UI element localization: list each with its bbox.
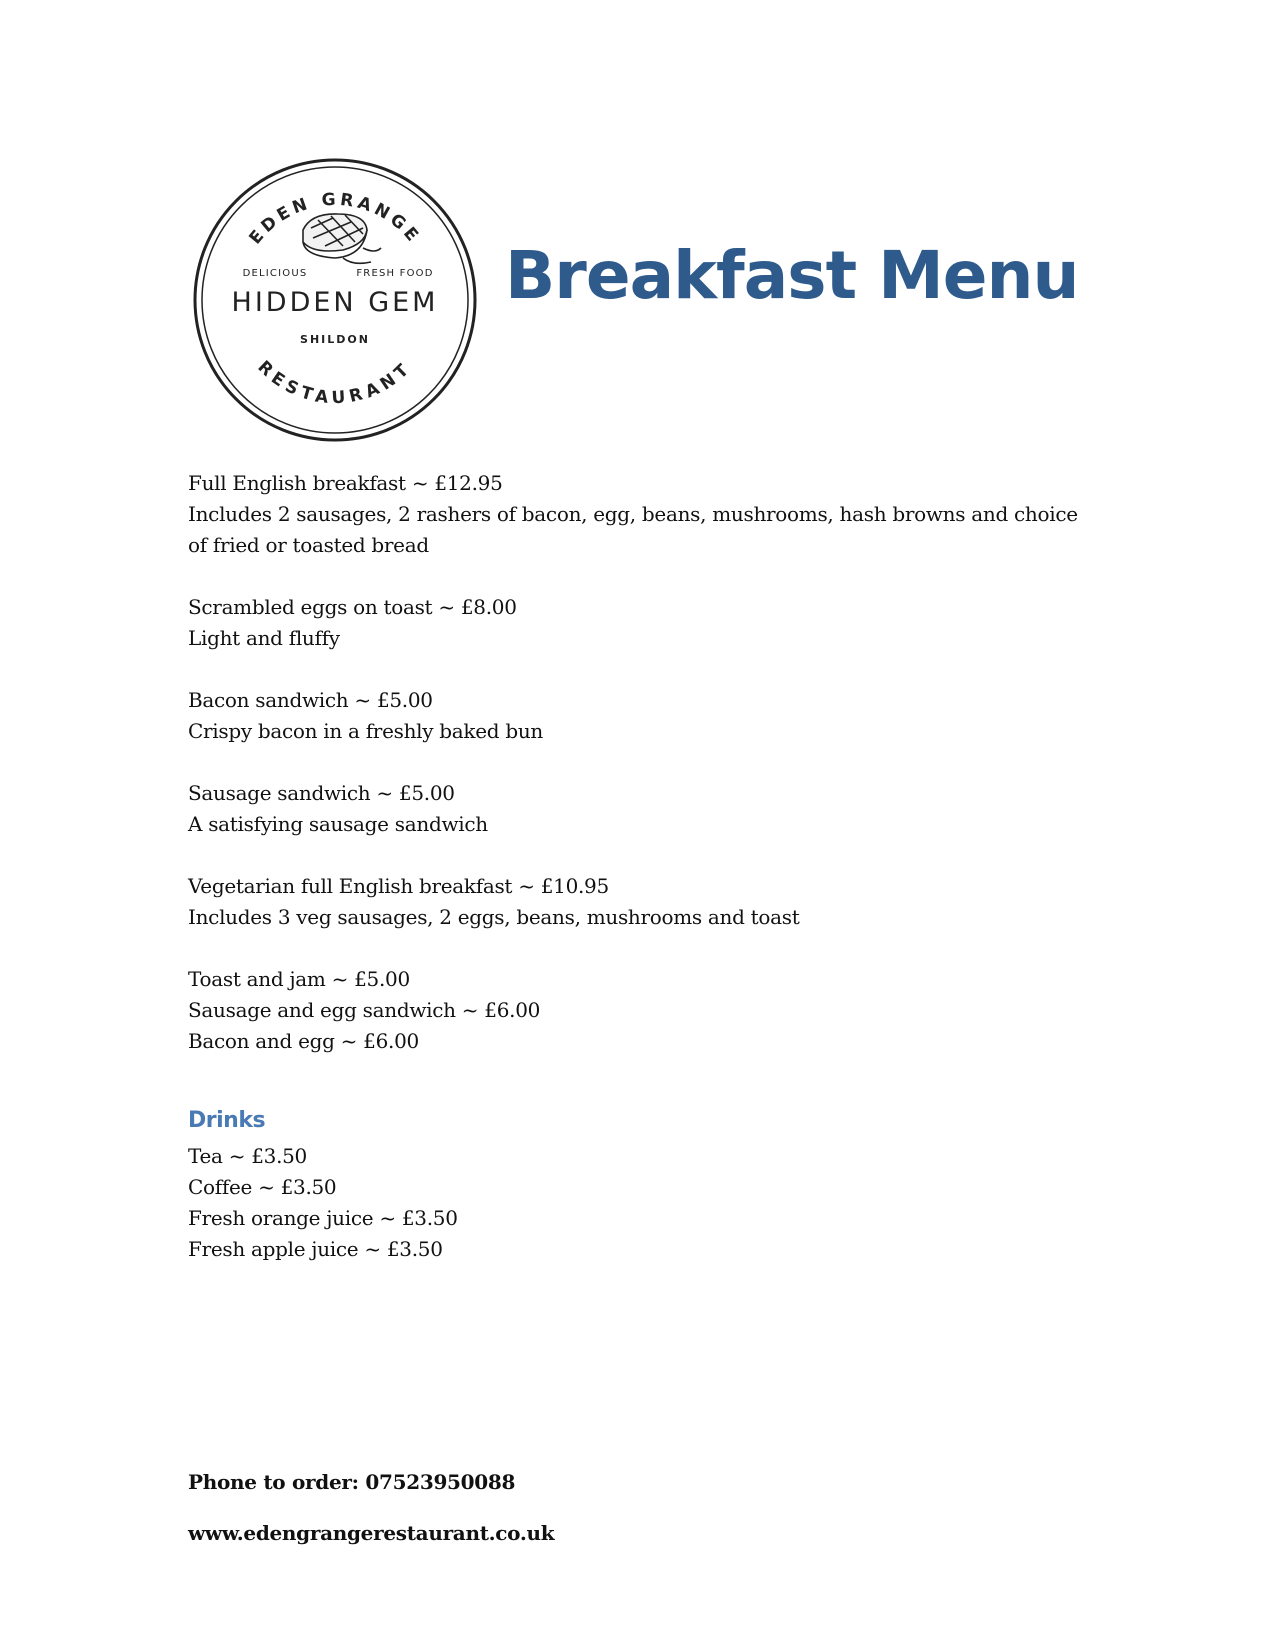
phone-number: Phone to order: 07523950088 bbox=[188, 1470, 516, 1494]
steak-icon bbox=[303, 214, 381, 263]
logo-left-tag: DELICIOUS bbox=[242, 268, 308, 279]
menu-item-description: Includes 3 veg sausages, 2 eggs, beans, mushrooms and toast bbox=[188, 905, 800, 929]
logo-name: HIDDEN GEM bbox=[231, 287, 439, 318]
menu-item-scrambled-eggs bbox=[188, 592, 1088, 654]
drinks-section bbox=[188, 1101, 1088, 1265]
menu-item-description: Crispy bacon in a freshly baked bun bbox=[188, 719, 544, 743]
menu-item-heading: Vegetarian full English breakfast ~ £10.95 bbox=[188, 874, 609, 898]
menu-item-heading: Sausage sandwich ~ £5.00 bbox=[188, 781, 455, 805]
logo-bottom-text: RESTAURANT bbox=[253, 357, 417, 409]
menu-item-heading: Bacon sandwich ~ £5.00 bbox=[188, 688, 433, 712]
list-item: Sausage and egg sandwich ~ £6.00 bbox=[188, 998, 541, 1022]
list-item: Fresh orange juice ~ £3.50 bbox=[188, 1206, 458, 1230]
menu-item-heading: Full English breakfast ~ £12.95 bbox=[188, 471, 503, 495]
list-item: Bacon and egg ~ £6.00 bbox=[188, 1029, 419, 1053]
menu-content bbox=[188, 468, 1088, 1265]
list-item: Fresh apple juice ~ £3.50 bbox=[188, 1237, 443, 1261]
restaurant-logo bbox=[193, 158, 477, 442]
menu-item-description: Light and fluffy bbox=[188, 626, 340, 650]
menu-item-description: Includes 2 sausages, 2 rashers of bacon, egg, beans, mushrooms, hash browns and choice of fried or toasted bread bbox=[188, 502, 1078, 557]
menu-item-sausage-sandwich bbox=[188, 778, 1088, 840]
list-item: Coffee ~ £3.50 bbox=[188, 1175, 337, 1199]
website-url: www.edengrangerestaurant.co.uk bbox=[188, 1521, 555, 1545]
menu-item-vegetarian-breakfast bbox=[188, 871, 1088, 933]
contact-footer bbox=[188, 1467, 554, 1548]
menu-item-bacon-sandwich bbox=[188, 685, 1088, 747]
menu-item-heading: Scrambled eggs on toast ~ £8.00 bbox=[188, 595, 517, 619]
logo-right-tag: FRESH FOOD bbox=[356, 268, 434, 279]
menu-item-full-english bbox=[188, 468, 1088, 561]
extras-list bbox=[188, 964, 1088, 1057]
page-title: Breakfast Menu bbox=[505, 237, 1079, 314]
list-item: Tea ~ £3.50 bbox=[188, 1144, 307, 1168]
menu-item-description: A satisfying sausage sandwich bbox=[188, 812, 488, 836]
logo-location: SHILDON bbox=[300, 333, 370, 346]
list-item: Toast and jam ~ £5.00 bbox=[188, 967, 410, 991]
logo-top-text: EDEN GRANGE bbox=[245, 189, 425, 249]
section-heading-drinks: Drinks bbox=[188, 1108, 266, 1133]
